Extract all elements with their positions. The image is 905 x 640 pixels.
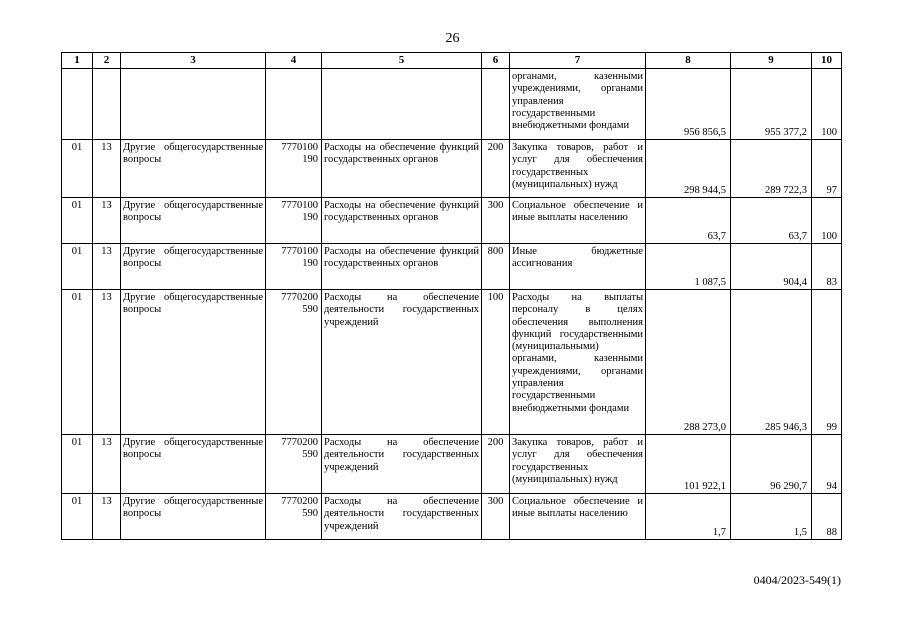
subsection-cell: 13 (93, 198, 121, 244)
expense-type-cell: 800 (482, 244, 510, 290)
table-row (62, 435, 842, 494)
target-code-cell (266, 69, 322, 140)
expense-name-cell: органами, казенными учреждениями, органами управления государственными внебюджетными фондами (510, 69, 646, 140)
percent-cell: 100 (812, 198, 842, 244)
section-cell: 01 (62, 494, 93, 540)
page-number: 26 (445, 31, 460, 46)
planned-amount-cell: 1,7 (646, 494, 731, 540)
percent-cell: 88 (812, 494, 842, 540)
col-header: 5 (322, 53, 482, 69)
expense-name-cell: Расходы на выплаты персоналу в целях обеспечения выполнения функций государственными (муниципальными) органами, казенными учреждениями, органами управления государственными внебюджетными фондами (510, 290, 646, 435)
expense-name-cell: Социальное обеспечение и иные выплаты населению (510, 494, 646, 540)
table-row (62, 244, 842, 290)
planned-amount-cell: 288 273,0 (646, 290, 731, 435)
col-header: 10 (812, 53, 842, 69)
subsection-cell: 13 (93, 494, 121, 540)
expense-type-cell: 100 (482, 290, 510, 435)
percent-cell: 94 (812, 435, 842, 494)
col-header: 7 (510, 53, 646, 69)
executed-amount-cell: 289 722,3 (731, 140, 812, 198)
col-header: 8 (646, 53, 731, 69)
expense-type-cell: 300 (482, 494, 510, 540)
budget-table (61, 52, 842, 540)
executed-amount-cell: 63,7 (731, 198, 812, 244)
col-header: 6 (482, 53, 510, 69)
target-code-cell: 7770200 590 (266, 494, 322, 540)
col-header: 4 (266, 53, 322, 69)
planned-amount-cell: 63,7 (646, 198, 731, 244)
percent-cell: 97 (812, 140, 842, 198)
expense-type-cell (482, 69, 510, 140)
percent-cell: 83 (812, 244, 842, 290)
section-name-cell: Другие общегосударственные вопросы (121, 494, 266, 540)
section-name-cell: Другие общегосударственные вопросы (121, 198, 266, 244)
executed-amount-cell: 904,4 (731, 244, 812, 290)
planned-amount-cell: 1 087,5 (646, 244, 731, 290)
section-name-cell: Другие общегосударственные вопросы (121, 290, 266, 435)
section-cell: 01 (62, 244, 93, 290)
planned-amount-cell: 101 922,1 (646, 435, 731, 494)
expense-name-cell: Закупка товаров, работ и услуг для обеспечения государственных (муниципальных) нужд (510, 435, 646, 494)
table-row (62, 140, 842, 198)
table-row (62, 198, 842, 244)
section-name-cell (121, 69, 266, 140)
subsection-cell: 13 (93, 244, 121, 290)
table-row (62, 494, 842, 540)
section-name-cell: Другие общегосударственные вопросы (121, 435, 266, 494)
expense-type-cell: 200 (482, 435, 510, 494)
target-code-cell: 7770200 590 (266, 290, 322, 435)
executed-amount-cell: 955 377,2 (731, 69, 812, 140)
percent-cell: 100 (812, 69, 842, 140)
section-cell: 01 (62, 198, 93, 244)
section-name-cell: Другие общегосударственные вопросы (121, 244, 266, 290)
expense-type-cell: 200 (482, 140, 510, 198)
subsection-cell: 13 (93, 435, 121, 494)
document-code: 0404/2023-549(1) (753, 573, 841, 587)
executed-amount-cell: 285 946,3 (731, 290, 812, 435)
expense-name-cell: Закупка товаров, работ и услуг для обеспечения государственных (муниципальных) нужд (510, 140, 646, 198)
section-cell: 01 (62, 435, 93, 494)
col-header: 9 (731, 53, 812, 69)
target-code-cell: 7770200 590 (266, 435, 322, 494)
target-code-cell: 7770100 190 (266, 140, 322, 198)
planned-amount-cell: 298 944,5 (646, 140, 731, 198)
section-cell: 01 (62, 140, 93, 198)
expense-type-cell: 300 (482, 198, 510, 244)
target-code-cell: 7770100 190 (266, 244, 322, 290)
target-code-cell: 7770100 190 (266, 198, 322, 244)
target-name-cell: Расходы на обеспечение функций государственных органов (322, 244, 482, 290)
col-header: 3 (121, 53, 266, 69)
section-cell (62, 69, 93, 140)
table-row (62, 290, 842, 435)
subsection-cell: 13 (93, 290, 121, 435)
target-name-cell: Расходы на обеспечение деятельности государственных учреждений (322, 435, 482, 494)
planned-amount-cell: 956 856,5 (646, 69, 731, 140)
target-name-cell: Расходы на обеспечение деятельности государственных учреждений (322, 290, 482, 435)
percent-cell: 99 (812, 290, 842, 435)
executed-amount-cell: 1,5 (731, 494, 812, 540)
subsection-cell (93, 69, 121, 140)
section-cell: 01 (62, 290, 93, 435)
target-name-cell: Расходы на обеспечение функций государственных органов (322, 140, 482, 198)
header-row (62, 53, 842, 69)
target-name-cell: Расходы на обеспечение функций государственных органов (322, 198, 482, 244)
target-name-cell (322, 69, 482, 140)
target-name-cell: Расходы на обеспечение деятельности государственных учреждений (322, 494, 482, 540)
expense-name-cell: Иные бюджетные ассигнования (510, 244, 646, 290)
section-name-cell: Другие общегосударственные вопросы (121, 140, 266, 198)
expense-name-cell: Социальное обеспечение и иные выплаты населению (510, 198, 646, 244)
table-row (62, 69, 842, 140)
col-header: 2 (93, 53, 121, 69)
col-header: 1 (62, 53, 93, 69)
executed-amount-cell: 96 290,7 (731, 435, 812, 494)
subsection-cell: 13 (93, 140, 121, 198)
